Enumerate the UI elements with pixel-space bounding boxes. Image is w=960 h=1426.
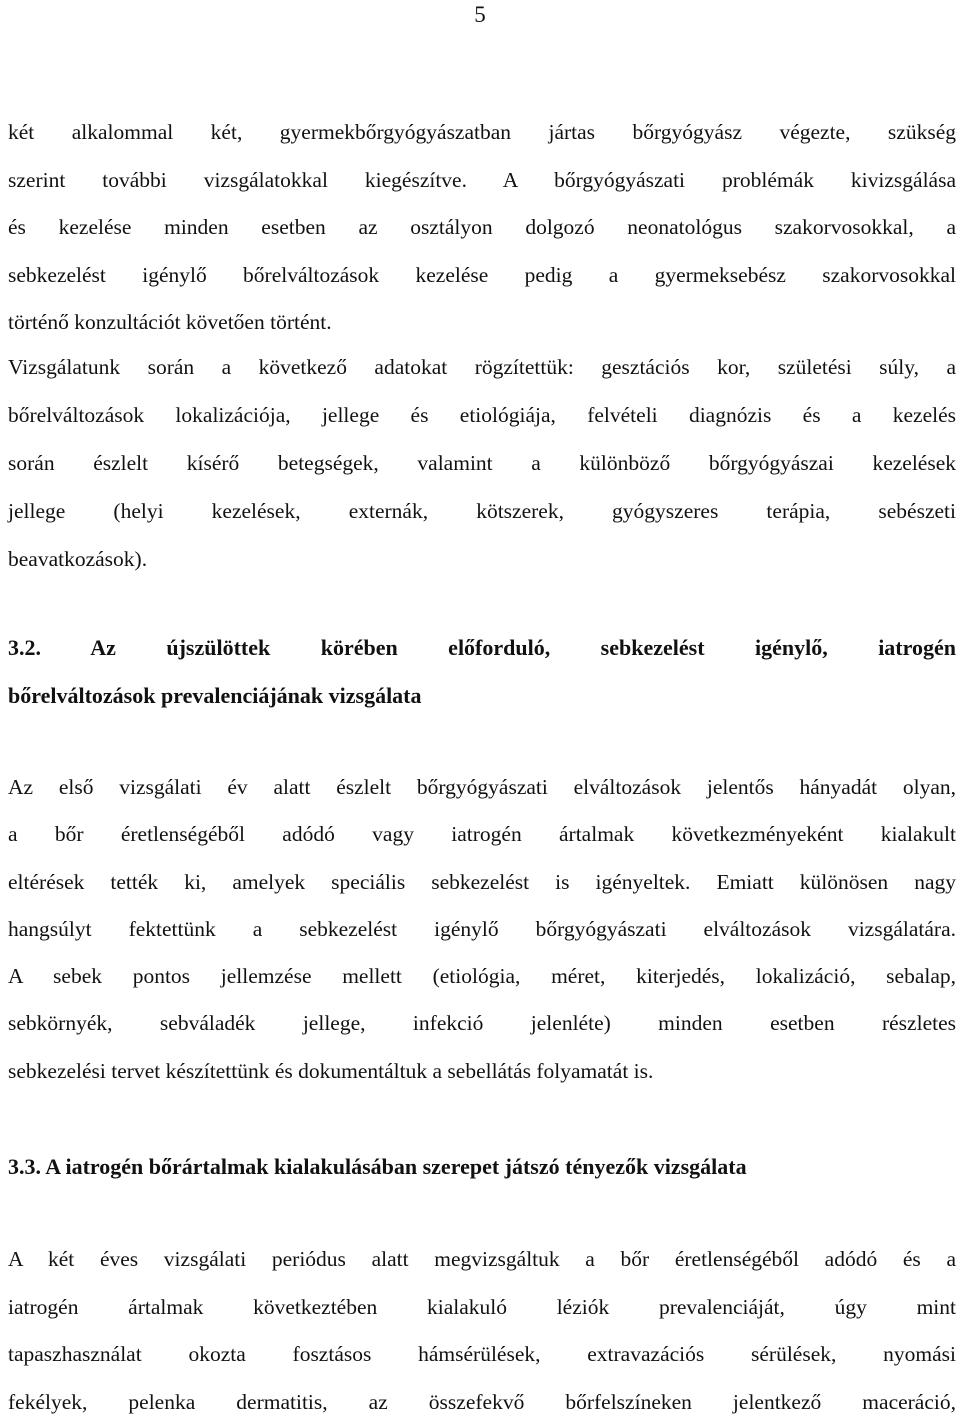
paragraph-study-period	[8, 1236, 956, 1426]
text-line: fekélyek, pelenka dermatitis, az összefekvő bőrfelszíneken jelentkező maceráció,	[8, 1379, 956, 1426]
text-line: Az első vizsgálati év alatt észlelt bőrgyógyászati elváltozások jelentős hányadát olyan,	[8, 764, 956, 811]
text-line: A két éves vizsgálati periódus alatt megvizsgáltuk a bőr éretlenségéből adódó és a	[8, 1236, 956, 1284]
text-line: és kezelése minden esetben az osztályon dolgozó neonatológus szakorvosokkal, a	[8, 204, 956, 252]
text-line: történő konzultációt követően történt.	[8, 299, 956, 347]
text-line: beavatkozások).	[8, 535, 956, 583]
paragraph-prevalence	[8, 764, 956, 1095]
text-line: bőrelváltozások lokalizációja, jellege és etiológiája, felvételi diagnózis és a kezelés	[8, 391, 956, 439]
text-line: sebkezelési tervet készítettünk és dokumentáltuk a sebellátás folyamatát is.	[8, 1048, 956, 1095]
page-number: 5	[0, 2, 960, 28]
text-line: két alkalommal két, gyermekbőrgyógyászatban jártas bőrgyógyász végezte, szükség	[8, 109, 956, 157]
text-line: eltérések tették ki, amelyek speciális sebkezelést is igényeltek. Emiatt különösen nagy	[8, 859, 956, 906]
heading-line: bőrelváltozások prevalenciájának vizsgálata	[8, 672, 956, 720]
text-line: jellege (helyi kezelések, externák, kötszerek, gyógyszeres terápia, sebészeti	[8, 487, 956, 535]
text-line: Vizsgálatunk során a következő adatokat rögzítettük: gesztációs kor, születési súly, a	[8, 343, 956, 391]
heading-line: 3.3. A iatrogén bőrártalmak kialakulásában szerepet játszó tényezők vizsgálata	[8, 1154, 747, 1179]
text-line: A sebek pontos jellemzése mellett (etiológia, méret, kiterjedés, lokalizáció, sebalap,	[8, 953, 956, 1000]
section-heading-3-3	[8, 1150, 956, 1184]
paragraph-recorded-data	[8, 343, 956, 583]
text-line: sebkörnyék, sebváladék jellege, infekció jelenléte) minden esetben részletes	[8, 1000, 956, 1047]
text-line: iatrogén ártalmak következtében kialakuló léziók prevalenciáját, úgy mint	[8, 1284, 956, 1332]
text-line: hangsúlyt fektettünk a sebkezelést igénylő bőrgyógyászati elváltozások vizsgálatára.	[8, 906, 956, 953]
heading-line: 3.2. Az újszülöttek körében előforduló, sebkezelést igénylő, iatrogén	[8, 624, 956, 672]
section-heading-3-2	[8, 624, 956, 720]
text-line: szerint további vizsgálatokkal kiegészítve. A bőrgyógyászati problémák kivizsgálása	[8, 157, 956, 205]
text-line: tapaszhasználat okozta fosztásos hámsérülések, extravazációs sérülések, nyomási	[8, 1331, 956, 1379]
text-line: a bőr éretlenségéből adódó vagy iatrogén ártalmak következményeként kialakult	[8, 811, 956, 858]
paragraph-methods-dermatology	[8, 109, 956, 347]
text-line: során észlelt kísérő betegségek, valamint a különböző bőrgyógyászai kezelések	[8, 439, 956, 487]
text-line: sebkezelést igénylő bőrelváltozások kezelése pedig a gyermeksebész szakorvosokkal	[8, 252, 956, 300]
